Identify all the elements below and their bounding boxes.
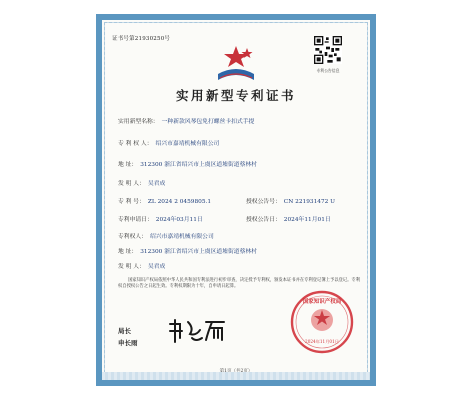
inventor-row [118, 178, 165, 187]
director-signature [166, 316, 228, 344]
filing-date-row [118, 214, 203, 223]
utility-name-row [118, 116, 254, 125]
inventor2-value: 吴君成 [147, 264, 166, 270]
patent-number-value: ZL 2024 2 0459805.1 [147, 199, 212, 205]
holder-value: 绍兴市嘉靖机械有限公司 [150, 234, 214, 240]
director-title: 局长 [118, 327, 131, 335]
announce-number-label: 授权公告号： [246, 199, 281, 205]
patent-number-label: 专 利 号： [118, 199, 145, 205]
director-name: 申长雨 [118, 339, 138, 347]
address2-value: 312300 浙江省绍兴市上虞区道墟街道蔡林村 [140, 249, 257, 255]
filing-date-label: 专利申请日： [118, 217, 153, 223]
inventor-value: 吴君成 [147, 181, 166, 187]
patentee-value: 绍兴市嘉靖机械有限公司 [155, 141, 220, 147]
announce-number-row [246, 196, 335, 205]
certificate-number: 证书号第21930250号 [112, 36, 171, 42]
patentee-row [118, 138, 219, 147]
address-label: 地 址： [118, 162, 138, 168]
address-row [118, 159, 257, 168]
cnipa-emblem-icon [214, 44, 258, 84]
address2-label: 地 址： [118, 249, 138, 255]
utility-name-label: 实用新型名称： [118, 119, 159, 125]
patentee-label: 专 利 权 人： [118, 141, 153, 147]
inventor2-label: 发 明 人： [118, 264, 145, 270]
grant-date-label: 授权公告日： [246, 217, 281, 223]
seal-text: 国家知识产权局 [302, 299, 342, 305]
seal-date: 2024年11月01日 [305, 339, 339, 344]
legal-notice: 国家知识产权局依照中华人民共和国专利法进行初步审查，决定授予专利权，颁发本证书并在专利登记簿上予以登记。专利权自授权公告之日起生效。专利权期限为十年，自申请日起算。 [118, 278, 361, 290]
utility-name-value: 一种新款风琴包免打螺丝卡扣式手提 [161, 119, 255, 125]
official-seal [290, 290, 354, 354]
announce-number-value: CN 221931472 U [283, 199, 336, 205]
address2-row [118, 246, 257, 255]
certificate-title: 实用新型专利证书 [175, 88, 296, 103]
holder-row [118, 231, 214, 240]
inventor-label: 发 明 人： [118, 181, 145, 187]
filing-date-value: 2024年03月11日 [155, 217, 203, 223]
holder-label: 专利权人： [118, 234, 147, 240]
grant-date-value: 2024年11月01日 [283, 217, 331, 223]
certificate-paper [96, 14, 376, 386]
grant-date-row [246, 214, 331, 223]
bottom-decorative-band [102, 372, 370, 380]
address-value: 312300 浙江省绍兴市上虞区道墟街道蔡林村 [140, 162, 257, 168]
qr-code-icon [314, 36, 342, 64]
inventor2-row [118, 261, 165, 270]
qr-caption: 专利公告信息 [316, 68, 340, 73]
patent-number-row [118, 196, 211, 205]
